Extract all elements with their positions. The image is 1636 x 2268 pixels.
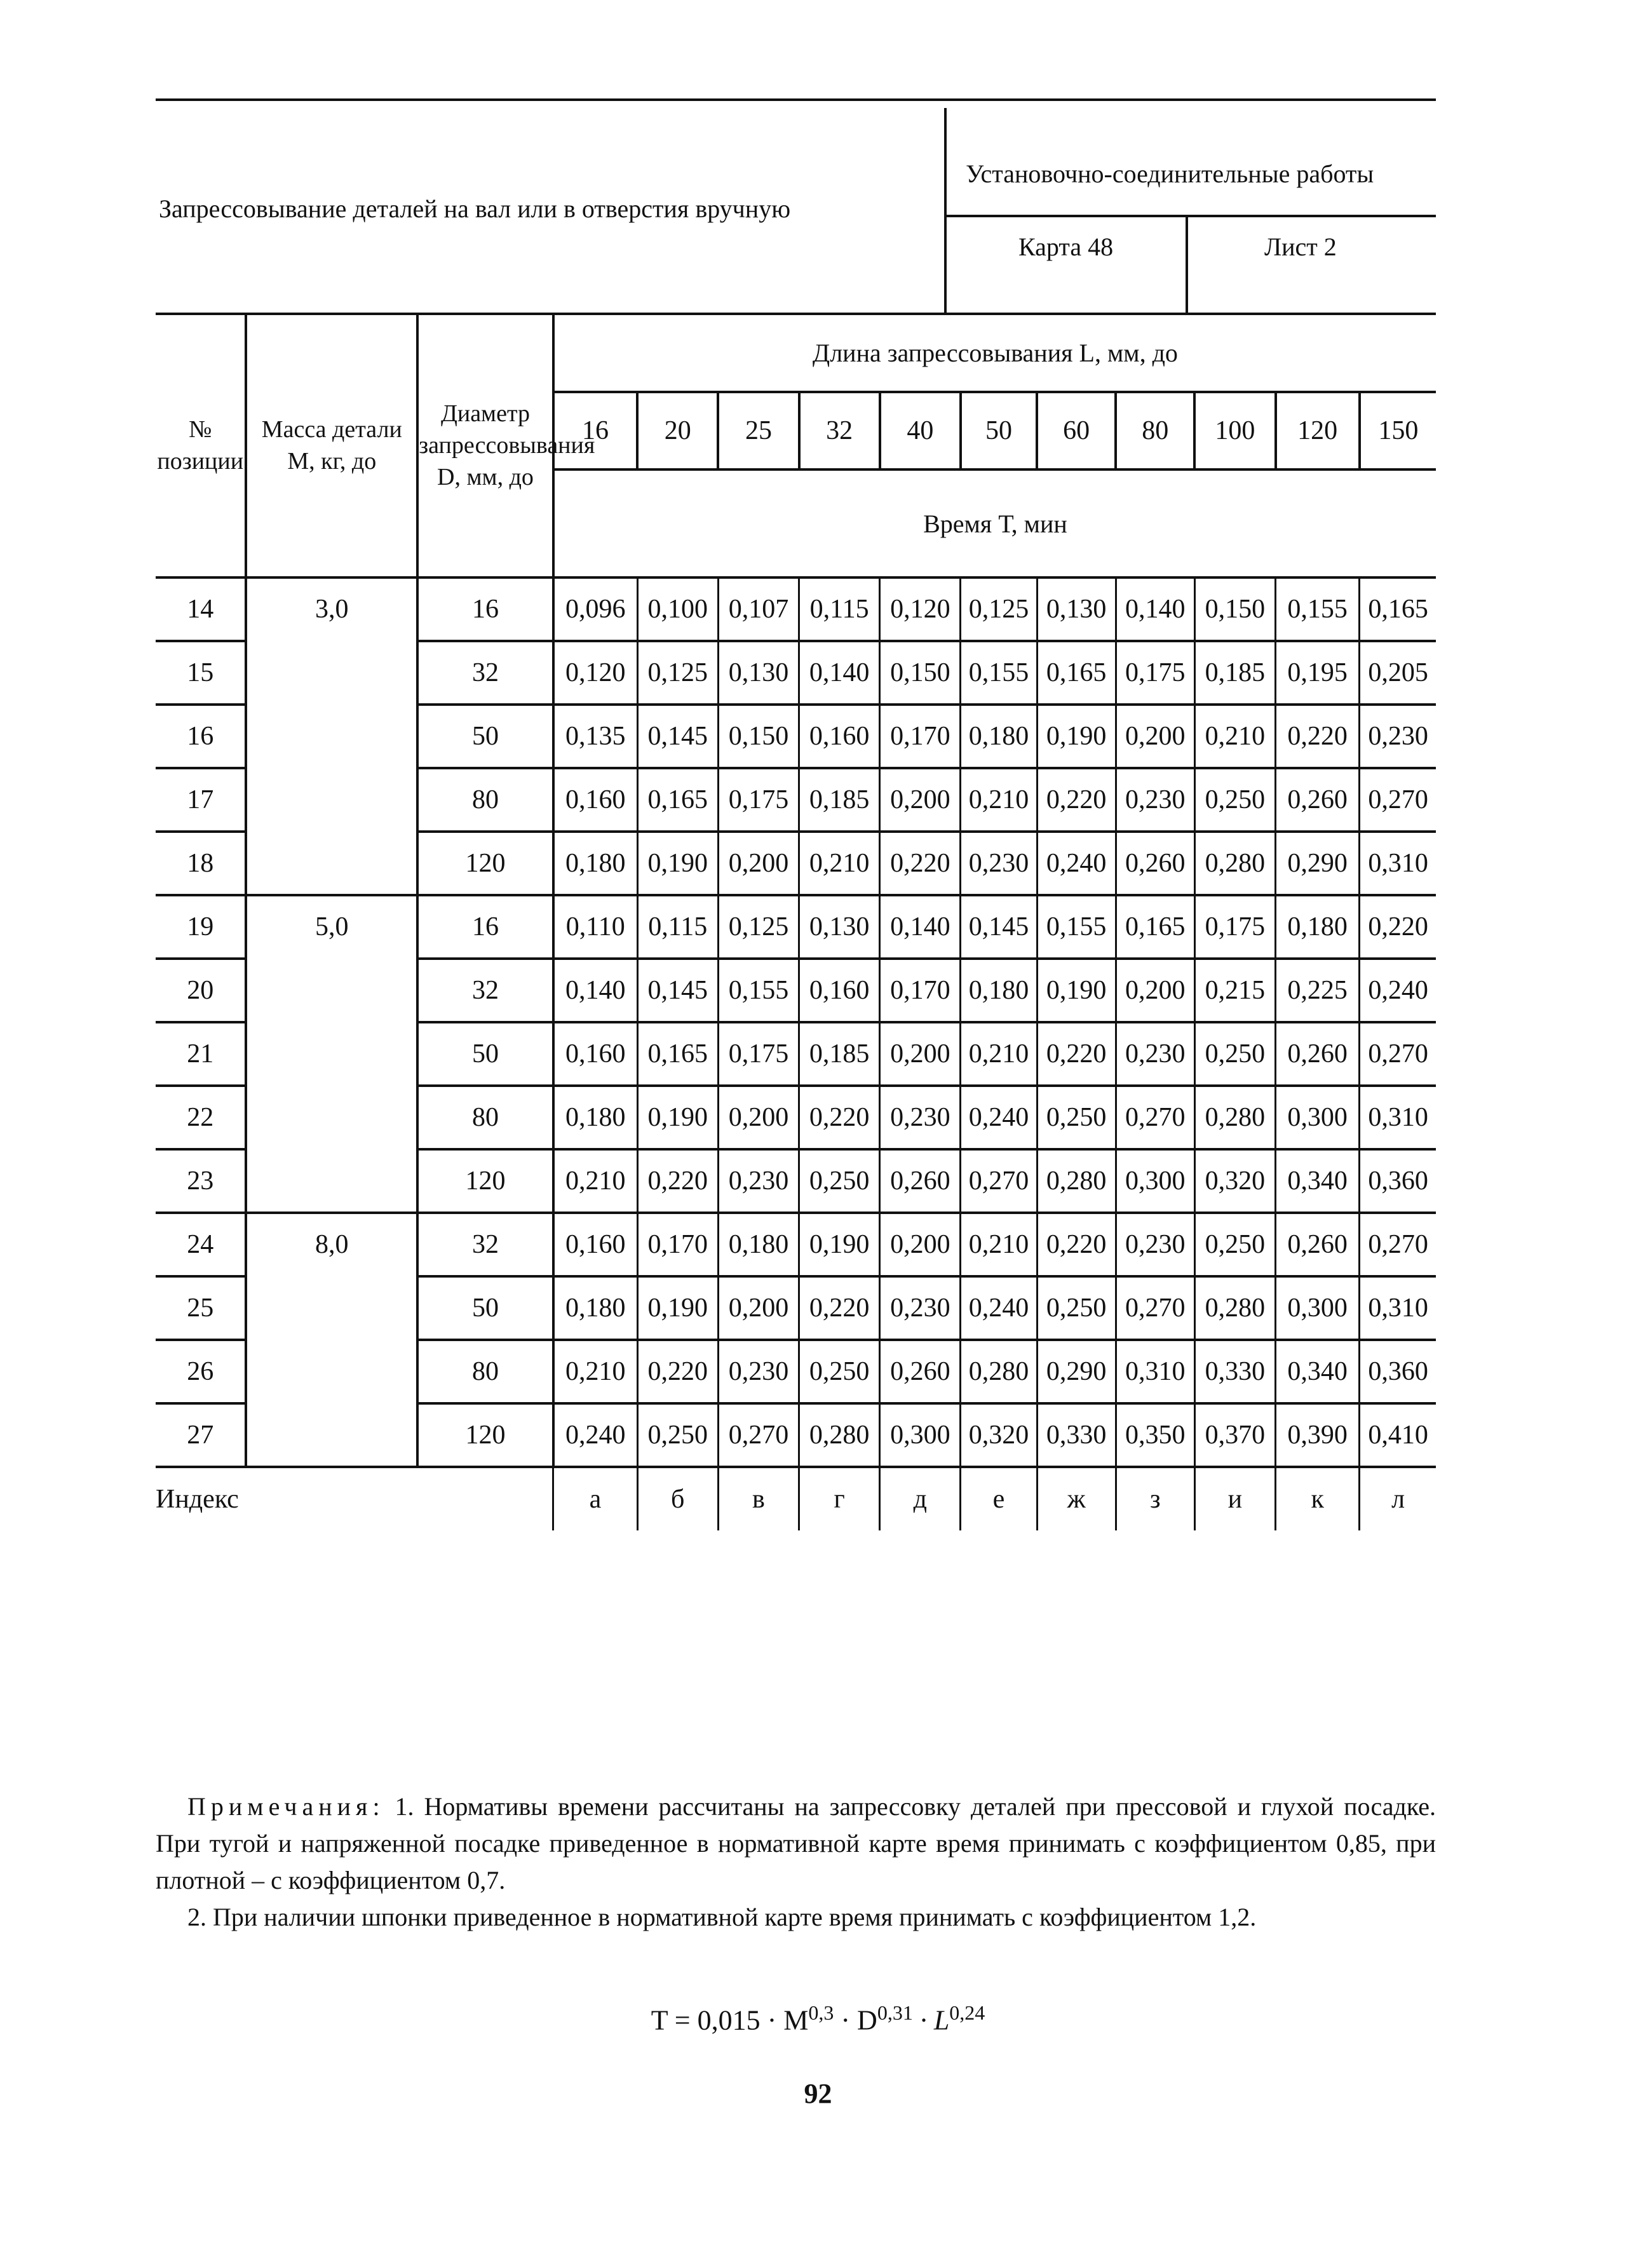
mass-cell: 3,0 (246, 577, 417, 895)
time-cell: 0,115 (799, 577, 880, 641)
time-cell: 0,180 (553, 1276, 637, 1340)
position-cell: 20 (156, 959, 246, 1022)
time-cell: 0,250 (799, 1340, 880, 1403)
index-row (156, 1467, 1436, 1530)
index-letter: к (1276, 1467, 1360, 1530)
time-cell: 0,160 (799, 705, 880, 768)
time-cell: 0,300 (1276, 1276, 1360, 1340)
time-cell: 0,195 (1276, 641, 1360, 705)
time-cell: 0,140 (799, 641, 880, 705)
time-cell: 0,200 (880, 768, 961, 832)
time-cell: 0,310 (1360, 832, 1436, 895)
time-cell: 0,240 (553, 1403, 637, 1467)
length-value: 80 (1116, 392, 1194, 469)
time-cell: 0,110 (553, 895, 637, 959)
time-cell: 0,210 (961, 1022, 1037, 1086)
time-cell: 0,220 (637, 1340, 718, 1403)
time-cell: 0,200 (880, 1213, 961, 1276)
time-cell: 0,270 (1116, 1086, 1194, 1149)
time-cell: 0,320 (961, 1403, 1037, 1467)
length-header: Длина запрессовывания L, мм, до (553, 314, 1436, 392)
time-cell: 0,190 (637, 1086, 718, 1149)
length-value: 32 (799, 392, 880, 469)
time-cell: 0,240 (961, 1276, 1037, 1340)
time-cell: 0,270 (1360, 1213, 1436, 1276)
time-cell: 0,165 (1037, 641, 1116, 705)
position-cell: 24 (156, 1213, 246, 1276)
position-cell: 17 (156, 768, 246, 832)
index-letter: и (1194, 1467, 1275, 1530)
table-row (156, 577, 1436, 641)
table-body (156, 577, 1436, 1467)
index-letter: л (1360, 1467, 1436, 1530)
time-cell: 0,200 (718, 832, 799, 895)
time-cell: 0,260 (880, 1149, 961, 1213)
time-cell: 0,210 (553, 1149, 637, 1213)
time-cell: 0,185 (799, 768, 880, 832)
time-cell: 0,130 (799, 895, 880, 959)
time-cell: 0,220 (637, 1149, 718, 1213)
time-cell: 0,100 (637, 577, 718, 641)
time-header: Время Т, мин (553, 469, 1436, 577)
time-cell: 0,180 (961, 959, 1037, 1022)
time-cell: 0,190 (1037, 705, 1116, 768)
time-cell: 0,190 (637, 832, 718, 895)
time-cell: 0,180 (1276, 895, 1360, 959)
time-cell: 0,160 (553, 1022, 637, 1086)
time-cell: 0,250 (637, 1403, 718, 1467)
length-value: 25 (718, 392, 799, 469)
time-cell: 0,250 (1037, 1086, 1116, 1149)
time-cell: 0,310 (1116, 1340, 1194, 1403)
length-value: 16 (581, 416, 609, 445)
diameter-cell: 120 (417, 1149, 553, 1213)
time-cell: 0,175 (718, 768, 799, 832)
time-cell: 0,210 (1194, 705, 1275, 768)
formula: T = 0,015 · M$^{0,3}$ · D$^{0,31}$ · L$^{0,24}$ (651, 2001, 985, 2036)
time-cell: 0,270 (1116, 1276, 1194, 1340)
diameter-cell: 32 (417, 959, 553, 1022)
length-value: 150 (1360, 392, 1436, 469)
time-cell: 0,230 (1116, 1022, 1194, 1086)
time-cell: 0,225 (1276, 959, 1360, 1022)
page-number: 92 (804, 2078, 832, 2109)
time-cell: 0,155 (718, 959, 799, 1022)
time-cell: 0,180 (718, 1213, 799, 1276)
time-cell: 0,190 (1037, 959, 1116, 1022)
time-cell: 0,230 (1116, 768, 1194, 832)
diameter-cell: 50 (417, 705, 553, 768)
index-letter: б (637, 1467, 718, 1530)
time-cell: 0,230 (1360, 705, 1436, 768)
time-cell: 0,340 (1276, 1149, 1360, 1213)
time-cell: 0,190 (799, 1213, 880, 1276)
time-cell: 0,170 (880, 705, 961, 768)
time-cell: 0,200 (1116, 705, 1194, 768)
time-cell: 0,260 (1116, 832, 1194, 895)
time-cell: 0,140 (553, 959, 637, 1022)
position-cell: 14 (156, 577, 246, 641)
time-cell: 0,270 (718, 1403, 799, 1467)
index-letter: г (799, 1467, 880, 1530)
note-2: 2. При наличии шпонки приведенное в нормативной карте время принимать с коэффициентом 1,2. (187, 1903, 1257, 1931)
time-cell: 0,270 (1360, 1022, 1436, 1086)
card-sheet-divider (1186, 215, 1188, 313)
time-cell: 0,300 (880, 1403, 961, 1467)
time-cell: 0,200 (1116, 959, 1194, 1022)
time-cell: 0,250 (799, 1149, 880, 1213)
time-cell: 0,150 (1194, 577, 1275, 641)
notes (156, 1788, 1436, 1936)
time-cell: 0,140 (880, 895, 961, 959)
time-cell: 0,210 (961, 768, 1037, 832)
time-cell: 0,250 (1194, 1022, 1275, 1086)
time-cell: 0,200 (718, 1086, 799, 1149)
time-cell: 0,300 (1116, 1149, 1194, 1213)
time-cell: 0,280 (961, 1340, 1037, 1403)
time-cell: 0,175 (1116, 641, 1194, 705)
time-cell: 0,165 (637, 1022, 718, 1086)
time-cell: 0,410 (1360, 1403, 1436, 1467)
position-cell: 25 (156, 1276, 246, 1340)
time-cell: 0,130 (1037, 577, 1116, 641)
header-divider-horizontal (944, 215, 1436, 217)
time-cell: 0,220 (1037, 1022, 1116, 1086)
length-value: 50 (961, 392, 1037, 469)
time-cell: 0,270 (1360, 768, 1436, 832)
time-cell: 0,180 (553, 1086, 637, 1149)
time-cell: 0,160 (553, 1213, 637, 1276)
diameter-cell: 80 (417, 768, 553, 832)
time-cell: 0,175 (1194, 895, 1275, 959)
top-rule (156, 98, 1436, 101)
work-category: Установочно-соединительные работы (966, 159, 1374, 188)
time-cell: 0,215 (1194, 959, 1275, 1022)
time-cell: 0,250 (1194, 768, 1275, 832)
document-title: Запрессовывание деталей на вал или в отверстия вручную (159, 194, 791, 223)
length-value: 120 (1276, 392, 1360, 469)
header-divider-vertical (944, 108, 947, 313)
time-cell: 0,145 (637, 705, 718, 768)
time-cell: 0,150 (718, 705, 799, 768)
time-cell: 0,240 (1037, 832, 1116, 895)
index-letter: в (718, 1467, 799, 1530)
table-row (156, 895, 1436, 959)
time-cell: 0,280 (1194, 1086, 1275, 1149)
position-cell: 18 (156, 832, 246, 895)
length-value: 60 (1037, 392, 1116, 469)
index-letter: ж (1037, 1467, 1116, 1530)
time-cell: 0,096 (553, 577, 637, 641)
time-cell: 0,150 (880, 641, 961, 705)
table-row (156, 1213, 1436, 1276)
time-cell: 0,230 (718, 1340, 799, 1403)
time-cell: 0,210 (799, 832, 880, 895)
time-cell: 0,220 (880, 832, 961, 895)
time-cell: 0,160 (799, 959, 880, 1022)
time-cell: 0,210 (553, 1340, 637, 1403)
time-cell: 0,125 (961, 577, 1037, 641)
time-cell: 0,165 (1116, 895, 1194, 959)
time-cell: 0,220 (1037, 768, 1116, 832)
time-cell: 0,310 (1360, 1276, 1436, 1340)
time-cell: 0,155 (1037, 895, 1116, 959)
diameter-cell: 50 (417, 1022, 553, 1086)
diameter-cell: 80 (417, 1086, 553, 1149)
col-position-header: № позиции (156, 314, 246, 577)
time-cell: 0,370 (1194, 1403, 1275, 1467)
time-cell: 0,185 (799, 1022, 880, 1086)
time-cell: 0,205 (1360, 641, 1436, 705)
time-cell: 0,360 (1360, 1149, 1436, 1213)
time-cell: 0,390 (1276, 1403, 1360, 1467)
table-head (156, 314, 1436, 577)
time-cell: 0,280 (1037, 1149, 1116, 1213)
time-cell: 0,220 (799, 1276, 880, 1340)
time-cell: 0,330 (1037, 1403, 1116, 1467)
diameter-cell: 120 (417, 832, 553, 895)
time-cell: 0,130 (718, 641, 799, 705)
time-cell: 0,190 (637, 1276, 718, 1340)
time-cell: 0,300 (1276, 1086, 1360, 1149)
time-cell: 0,180 (961, 705, 1037, 768)
length-value: 40 (880, 392, 961, 469)
time-cell: 0,180 (553, 832, 637, 895)
notes-lead: Примечания: (187, 1792, 385, 1821)
mass-cell: 8,0 (246, 1213, 417, 1467)
index-letter: е (961, 1467, 1037, 1530)
time-cell: 0,240 (961, 1086, 1037, 1149)
index-letter: а (553, 1467, 637, 1530)
time-cell: 0,185 (1194, 641, 1275, 705)
time-cell: 0,115 (637, 895, 718, 959)
diameter-cell: 32 (417, 1213, 553, 1276)
time-cell: 0,125 (718, 895, 799, 959)
time-cell: 0,125 (637, 641, 718, 705)
time-cell: 0,220 (799, 1086, 880, 1149)
time-cell: 0,160 (553, 768, 637, 832)
time-cell: 0,145 (637, 959, 718, 1022)
position-cell: 19 (156, 895, 246, 959)
position-cell: 21 (156, 1022, 246, 1086)
mass-cell: 5,0 (246, 895, 417, 1213)
time-cell: 0,230 (1116, 1213, 1194, 1276)
time-cell: 0,230 (880, 1276, 961, 1340)
time-cell: 0,120 (553, 641, 637, 705)
card-number: Карта 48 (1018, 233, 1114, 261)
time-cell: 0,135 (553, 705, 637, 768)
diameter-cell: 80 (417, 1340, 553, 1403)
col-diameter-header: Диаметр запрессовывания D, мм, до (417, 314, 553, 577)
time-cell: 0,280 (799, 1403, 880, 1467)
time-cell: 0,260 (1276, 768, 1360, 832)
time-cell: 0,165 (637, 768, 718, 832)
index-letter: д (880, 1467, 961, 1530)
time-cell: 0,120 (880, 577, 961, 641)
time-cell: 0,140 (1116, 577, 1194, 641)
time-cell: 0,155 (961, 641, 1037, 705)
time-cell: 0,250 (1037, 1276, 1116, 1340)
time-cell: 0,260 (1276, 1213, 1360, 1276)
diameter-cell: 16 (417, 895, 553, 959)
index-letter: з (1116, 1467, 1194, 1530)
time-cell: 0,340 (1276, 1340, 1360, 1403)
diameter-cell: 16 (417, 577, 553, 641)
time-cell: 0,200 (718, 1276, 799, 1340)
time-cell: 0,320 (1194, 1149, 1275, 1213)
time-cell: 0,155 (1276, 577, 1360, 641)
length-value: 100 (1194, 392, 1275, 469)
position-cell: 26 (156, 1340, 246, 1403)
time-cell: 0,280 (1194, 832, 1275, 895)
time-cell: 0,175 (718, 1022, 799, 1086)
time-cell: 0,220 (1276, 705, 1360, 768)
time-cell: 0,260 (1276, 1022, 1360, 1086)
time-cell: 0,270 (961, 1149, 1037, 1213)
time-cell: 0,350 (1116, 1403, 1194, 1467)
index-label: Индекс (156, 1485, 239, 1514)
time-cell: 0,250 (1194, 1213, 1275, 1276)
time-cell: 0,107 (718, 577, 799, 641)
time-cell: 0,170 (880, 959, 961, 1022)
time-cell: 0,200 (880, 1022, 961, 1086)
time-cell: 0,240 (1360, 959, 1436, 1022)
time-cell: 0,145 (961, 895, 1037, 959)
time-cell: 0,170 (637, 1213, 718, 1276)
time-cell: 0,310 (1360, 1086, 1436, 1149)
position-cell: 15 (156, 641, 246, 705)
time-norms-table (156, 314, 1436, 1530)
time-cell: 0,220 (1360, 895, 1436, 959)
time-cell: 0,330 (1194, 1340, 1275, 1403)
diameter-cell: 50 (417, 1276, 553, 1340)
time-cell: 0,280 (1194, 1276, 1275, 1340)
diameter-cell: 32 (417, 641, 553, 705)
position-cell: 22 (156, 1086, 246, 1149)
time-cell: 0,230 (961, 832, 1037, 895)
time-cell: 0,220 (1037, 1213, 1116, 1276)
time-cell: 0,290 (1276, 832, 1360, 895)
time-cell: 0,165 (1360, 577, 1436, 641)
col-mass-header: Масса детали М, кг, до (246, 314, 417, 577)
time-cell: 0,210 (961, 1213, 1037, 1276)
time-cell: 0,230 (718, 1149, 799, 1213)
time-cell: 0,230 (880, 1086, 961, 1149)
time-cell: 0,260 (880, 1340, 961, 1403)
length-value: 20 (637, 392, 718, 469)
position-cell: 23 (156, 1149, 246, 1213)
time-cell: 0,290 (1037, 1340, 1116, 1403)
position-cell: 16 (156, 705, 246, 768)
sheet-number: Лист 2 (1264, 233, 1337, 261)
position-cell: 27 (156, 1403, 246, 1467)
diameter-cell: 120 (417, 1403, 553, 1467)
time-cell: 0,360 (1360, 1340, 1436, 1403)
note-1: 1. Нормативы времени рассчитаны на запрессовку деталей при прессовой и глухой посадке. При тугой и напряженной посадке приведенное в нормативной карте время принимать с коэффициентом 0,85, при плотной – с коэффициентом 0,7. (156, 1792, 1437, 1894)
